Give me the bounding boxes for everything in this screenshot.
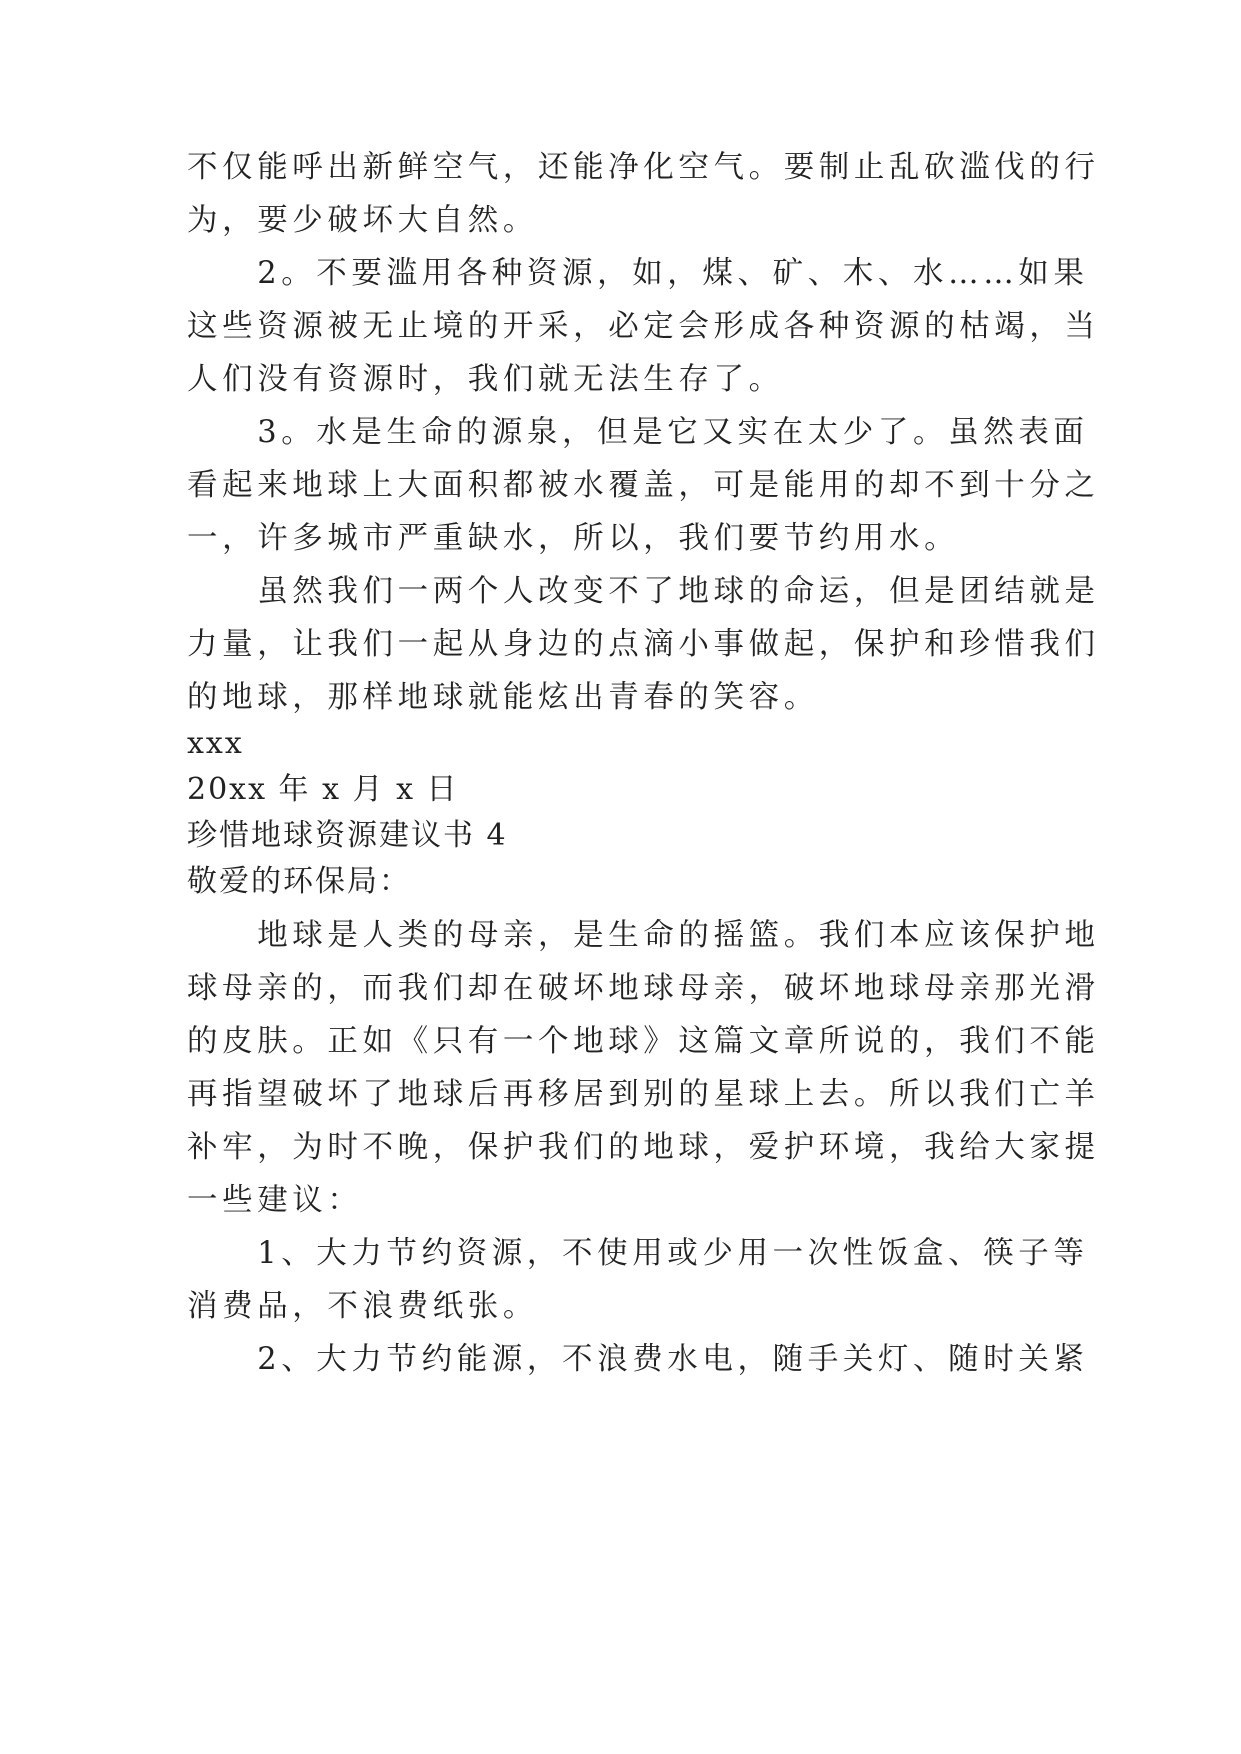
body-line: 补牢，为时不晚，保护我们的地球，爱护环境，我给大家提 bbox=[187, 1130, 1100, 1165]
body-line: 力量，让我们一起从身边的点滴小事做起，保护和珍惜我们 bbox=[187, 627, 1100, 662]
section-title: 珍惜地球资源建议书 4 bbox=[187, 818, 508, 853]
body-line: 2、大力节约能源，不浪费水电，随手关灯、随时关紧 bbox=[187, 1342, 1089, 1377]
salutation: 敬爱的环保局： bbox=[187, 864, 411, 899]
body-line: 不仅能呼出新鲜空气，还能净化空气。要制止乱砍滥伐的行 bbox=[187, 150, 1100, 185]
body-line: 2。不要滥用各种资源，如，煤、矿、木、水……如果 bbox=[187, 256, 1089, 291]
body-line: 一，许多城市严重缺水，所以，我们要节约用水。 bbox=[187, 521, 960, 556]
body-line: 1、大力节约资源，不使用或少用一次性饭盒、筷子等 bbox=[187, 1236, 1089, 1271]
body-line: 再指望破坏了地球后再移居到别的星球上去。所以我们亡羊 bbox=[187, 1077, 1100, 1112]
body-line: 的皮肤。正如《只有一个地球》这篇文章所说的，我们不能 bbox=[187, 1024, 1100, 1059]
signature-date: 20xx 年 x 月 x 日 bbox=[187, 772, 459, 807]
body-line: 为，要少破坏大自然。 bbox=[187, 203, 538, 238]
body-line: 球母亲的，而我们却在破坏地球母亲，破坏地球母亲那光滑 bbox=[187, 971, 1100, 1006]
body-line: 消费品，不浪费纸张。 bbox=[187, 1289, 538, 1324]
body-line: 地球是人类的母亲，是生命的摇篮。我们本应该保护地 bbox=[187, 918, 1100, 953]
body-line: 这些资源被无止境的开采，必定会形成各种资源的枯竭，当 bbox=[187, 309, 1100, 344]
body-line: 一些建议： bbox=[187, 1183, 363, 1218]
body-line: 看起来地球上大面积都被水覆盖，可是能用的却不到十分之 bbox=[187, 468, 1100, 503]
body-line: 的地球，那样地球就能炫出青春的笑容。 bbox=[187, 680, 819, 715]
body-line: 3。水是生命的源泉，但是它又实在太少了。虽然表面 bbox=[187, 415, 1089, 450]
body-line: 虽然我们一两个人改变不了地球的命运，但是团结就是 bbox=[187, 574, 1100, 609]
body-line: 人们没有资源时，我们就无法生存了。 bbox=[187, 362, 784, 397]
signature-name: xxx bbox=[187, 726, 244, 761]
